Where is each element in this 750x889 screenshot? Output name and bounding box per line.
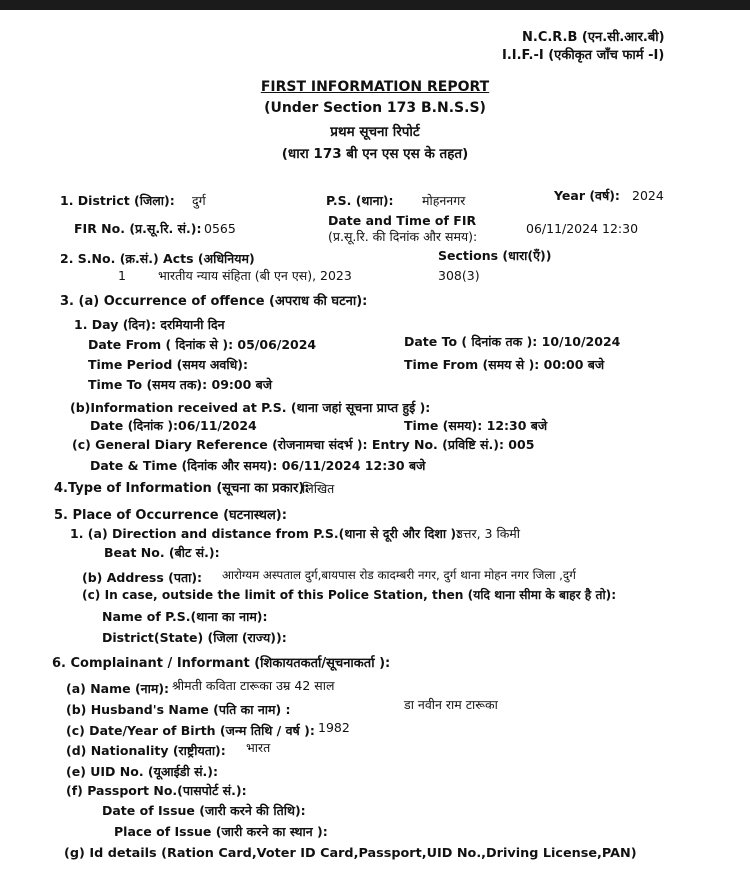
- occurrence-day: 1. Day (दिन): दरमियानी दिन: [74, 317, 225, 332]
- outside-district-state: District(State) (जिला (राज्य)):: [102, 630, 287, 645]
- husband-name-label: (b) Husband's Name (पति का नाम) :: [66, 702, 291, 717]
- general-diary-reference: (c) General Diary Reference (रोजनामचा संदर्भ ): Entry No. (प्रविष्टि सं.): 005: [72, 437, 535, 452]
- top-edge-bar: [0, 0, 750, 10]
- district-value: दुर्ग: [192, 193, 206, 208]
- complainant-name-value: श्रीमती कविता टारूका उम्र 42 साल: [172, 678, 335, 693]
- nationality-label: (d) Nationality (राष्ट्रीयता):: [66, 743, 226, 758]
- id-details-label: (g) Id details (Ration Card,Voter ID Card,Passport,UID No.,Driving License,PAN): [64, 846, 637, 861]
- police-station-value: मोहननगर: [422, 193, 466, 208]
- fir-datetime-label: Date and Time of FIR: [328, 213, 477, 228]
- complainant-heading: 6. Complainant / Informant (शिकायतकर्ता/सूचनाकर्ता ):: [52, 656, 391, 671]
- info-type-value: लिखित: [302, 481, 335, 496]
- occurrence-heading: 3. (a) Occurrence of offence (अपराध की घटना):: [60, 294, 368, 309]
- occurrence-date-to: Date To ( दिनांक तक ): 10/10/2024: [404, 334, 621, 349]
- passport-issue-date: Date of Issue (जारी करने की तिथि):: [102, 803, 306, 818]
- report-subtitle-hindi: (धारा 173 बी एन एस एस के तहत): [281, 146, 469, 162]
- sections-header: Sections (धारा(एँ)): [438, 248, 552, 263]
- report-title-hindi: प्रथम सूचना रिपोर्ट: [330, 124, 420, 140]
- report-subtitle: (Under Section 173 B.N.S.S): [264, 100, 486, 116]
- info-type-label: 4.Type of Information (सूचना का प्रकार):: [54, 481, 310, 496]
- fir-no-value: 0565: [204, 221, 236, 236]
- occurrence-date-from: Date From ( दिनांक से ): 05/06/2024: [88, 337, 317, 352]
- address-label: (b) Address (पता):: [82, 570, 203, 585]
- report-title: FIRST INFORMATION REPORT: [260, 79, 490, 95]
- year-label: Year (वर्ष):: [554, 188, 620, 203]
- year-value: 2024: [632, 188, 664, 203]
- direction-distance-label: 1. (a) Direction and distance from P.S.(थाना से दूरी और दिशा ):: [70, 526, 462, 541]
- occurrence-time-period: Time Period (समय अवधि):: [88, 357, 249, 372]
- police-station-label: P.S. (थाना):: [326, 193, 394, 208]
- act-name: भारतीय न्याय संहिता (बी एन एस), 2023: [158, 268, 352, 283]
- place-of-occurrence-heading: 5. Place of Occurrence (घटनास्थल):: [54, 508, 287, 523]
- info-received-label: (b)Information received at P.S. (थाना जहां सूचना प्राप्त हुई ):: [70, 400, 431, 415]
- beat-no-label: Beat No. (बीट सं.):: [104, 545, 220, 560]
- nationality-value: भारत: [246, 740, 271, 755]
- act-sections: 308(3): [438, 268, 480, 283]
- fir-no-label: FIR No. (प्र.सू.रि. सं.):: [74, 221, 202, 236]
- husband-name-value: डा नवीन राम टारूका: [404, 697, 498, 712]
- birth-year-label: (c) Date/Year of Birth (जन्म तिथि / वर्ष ):: [66, 723, 315, 738]
- fir-datetime-label-hindi: (प्र.सू.रि. की दिनांक और समय):: [328, 229, 478, 244]
- occurrence-time-to: Time To (समय तक): 09:00 बजे: [88, 377, 273, 392]
- uid-label: (e) UID No. (यूआईडी सं.):: [66, 764, 218, 779]
- outside-ps-name: Name of P.S.(थाना का नाम):: [102, 609, 268, 624]
- direction-distance-value: उत्तर, 3 किमी: [456, 526, 521, 541]
- act-serial-no: 1: [118, 268, 126, 283]
- fir-datetime-value: 06/11/2024 12:30: [526, 221, 639, 236]
- iif-label: I.I.F.-I (एकीकृत जाँच फार्म -I): [502, 48, 665, 63]
- general-diary-datetime: Date & Time (दिनांक और समय): 06/11/2024 12:30 बजे: [90, 458, 426, 473]
- ncrb-label: N.C.R.B (एन.सी.आर.बी): [522, 30, 665, 45]
- district-label: 1. District (जिला):: [60, 193, 175, 208]
- complainant-name-label: (a) Name (नाम):: [66, 681, 170, 696]
- occurrence-time-from: Time From (समय से ): 00:00 बजे: [404, 357, 605, 372]
- info-received-time: Time (समय): 12:30 बजे: [404, 418, 548, 433]
- passport-label: (f) Passport No.(पासपोर्ट सं.):: [66, 783, 247, 798]
- passport-issue-place: Place of Issue (जारी करने का स्थान ):: [114, 824, 328, 839]
- birth-year-value: 1982: [318, 720, 350, 735]
- info-received-date: Date (दिनांक ):06/11/2024: [90, 418, 257, 433]
- acts-header: 2. S.No. (क्र.सं.) Acts (अधिनियम): [60, 251, 255, 266]
- address-value: आरोग्यम अस्पताल दुर्ग,बायपास रोड कादम्बरी नगर, दुर्ग थाना मोहन नगर जिला ,दुर्ग: [222, 568, 576, 582]
- outside-limit-label: (c) In case, outside the limit of this Police Station, then (यदि थाना सीमा के बाहर है तो):: [82, 588, 617, 602]
